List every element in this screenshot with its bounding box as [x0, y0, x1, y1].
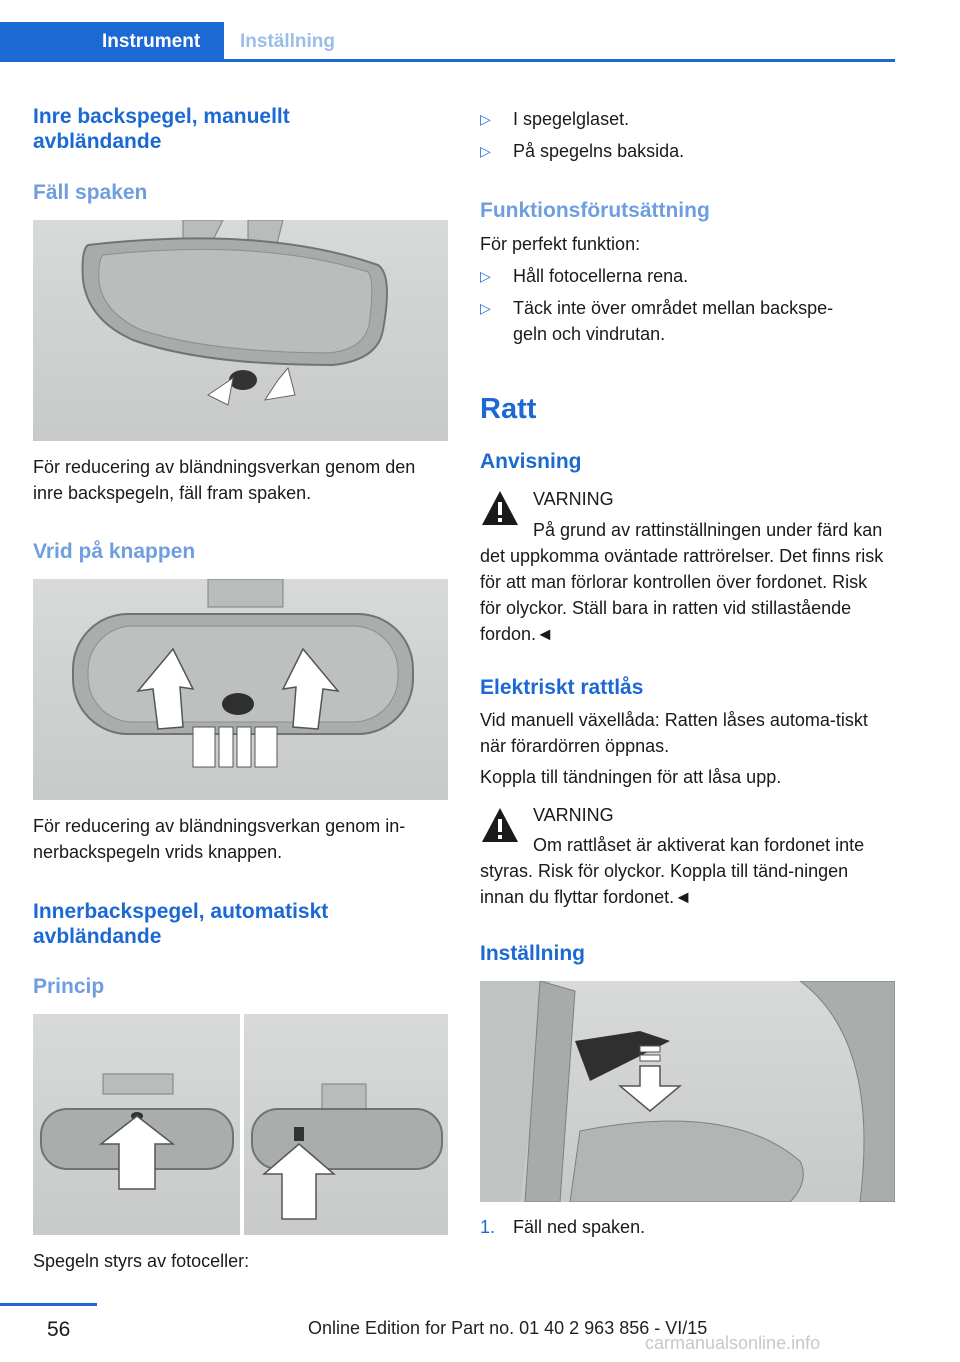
page-number: 56 [47, 1318, 71, 1341]
figure-mirror-knob [33, 579, 448, 800]
tab-installning[interactable]: Inställning [240, 31, 335, 52]
warning-title: VARNING [533, 489, 614, 509]
heading-condition: Funktionsförutsättning [480, 199, 710, 222]
bullet-item: ▷ På spegelns baksida. [480, 138, 895, 164]
text-lock-manual: Vid manuell växellåda: Ratten låses automa-tiskt när förardörren öppnas. [480, 710, 868, 756]
header-rule [0, 59, 895, 62]
warning-title: VARNING [533, 805, 614, 825]
text-turn-knob: För reducering av bländningsverkan genom in-nerbackspegeln vrids knappen. [33, 816, 406, 862]
figure-photocell-back [244, 1014, 448, 1235]
text-photocells: Spegeln styrs av fotoceller: [33, 1251, 250, 1271]
footer-rule [0, 1303, 97, 1306]
triangle-right-icon: ▷ [480, 111, 491, 127]
text-lock-unlock: Koppla till tändningen för att låsa upp. [480, 767, 782, 787]
text-fold-lever: För reducering av bländningsverkan genom den inre backspegeln, fäll fram spaken. [33, 457, 416, 503]
warning-text: På grund av rattinställningen under färd kan det uppkomma oväntade rattrörelser. Det finns risk för att man förlorar kontrollen över fordonet. Risk för olyckor. Ställ bara in ratten vid stillastående fordon.◄ [480, 520, 884, 644]
heading-principle: Princip [33, 975, 105, 998]
figure-steering-lever [480, 981, 895, 1202]
edition-note: Online Edition for Part no. 01 40 2 963 856 - VI/15 [308, 1318, 708, 1338]
header-tabs [0, 22, 895, 62]
heading-turn-knob: Vrid på knappen [33, 540, 196, 563]
bullet-item: ▷ Täck inte över området mellan backspe-geln och vindrutan. [480, 295, 863, 347]
tab-instrument[interactable]: Instrument [0, 22, 224, 62]
heading-mirror-auto: Innerbackspegel, automatiskt avbländande [33, 900, 329, 948]
step-number: 1. [480, 1217, 496, 1237]
watermark: carmanualsonline.info [645, 1333, 821, 1353]
heading-note: Anvisning [480, 450, 582, 473]
triangle-right-icon: ▷ [480, 143, 491, 159]
bullet-item: ▷ Håll fotocellerna rena. [480, 263, 895, 289]
figure-mirror-lever [33, 220, 448, 441]
bullet-item: ▷ I spegelglaset. [480, 106, 895, 132]
heading-steering: Ratt [480, 393, 537, 425]
heading-steering-lock: Elektriskt rattlås [480, 676, 644, 699]
triangle-right-icon: ▷ [480, 268, 491, 284]
warning-text: Om rattlåset är aktiverat kan fordonet inte styras. Risk för olyckor. Koppla till tänd-ningen innan du flyttar fordonet.◄ [480, 835, 865, 907]
text-perfect-function: För perfekt funktion: [480, 234, 641, 254]
triangle-right-icon: ▷ [480, 300, 491, 316]
heading-adjustment: Inställning [480, 942, 585, 965]
figure-photocell-front [33, 1014, 240, 1235]
step-text: Fäll ned spaken. [513, 1217, 646, 1237]
heading-fold-lever: Fäll spaken [33, 181, 148, 204]
heading-mirror-manual: Inre backspegel, manuellt avbländande [33, 105, 290, 153]
step-item [480, 1214, 895, 1240]
